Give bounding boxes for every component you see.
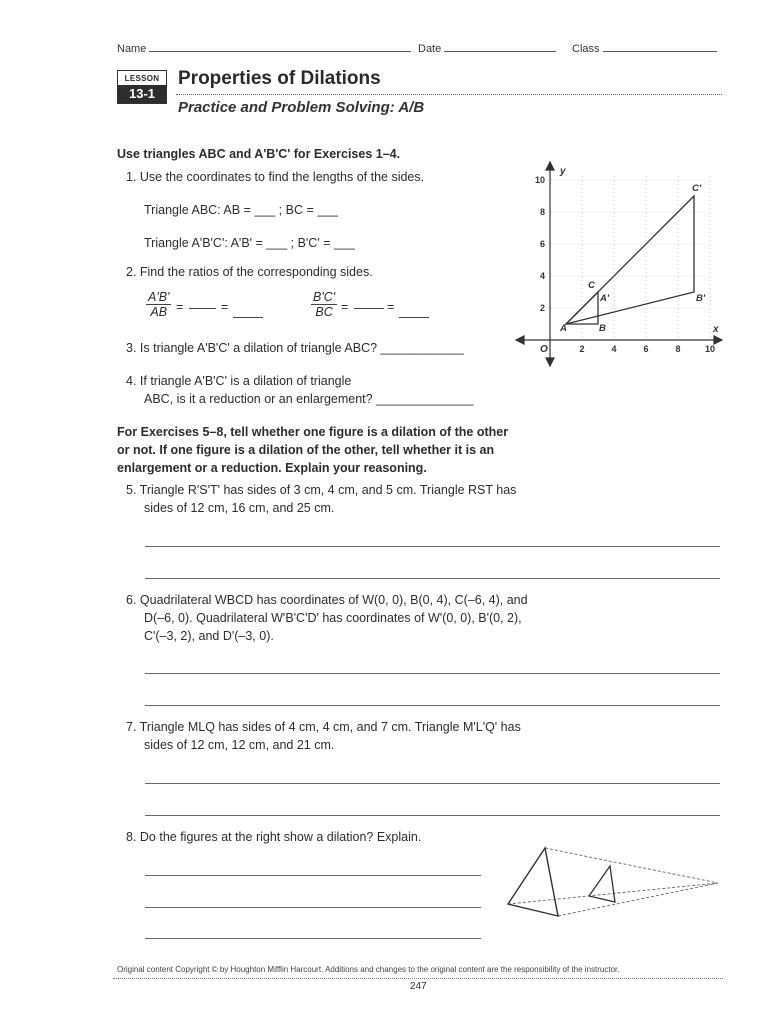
- ratio-2-equals-a: =: [341, 300, 349, 314]
- x-tick-8: 8: [675, 344, 681, 354]
- y-axis-label: y: [560, 166, 566, 177]
- exercise-5-line-2: sides of 12 cm, 16 cm, and 25 cm.: [144, 501, 335, 515]
- page-subtitle: Practice and Problem Solving: A/B: [178, 99, 425, 116]
- exercise-8-answer-line-2[interactable]: [145, 907, 481, 908]
- date-field[interactable]: [444, 39, 556, 52]
- exercise-6-answer-line-1[interactable]: [145, 673, 720, 674]
- page-title: Properties of Dilations: [178, 68, 381, 89]
- ratio-1-answer-blank[interactable]: [233, 317, 263, 318]
- ratio-2-blank-fraction[interactable]: [354, 308, 384, 309]
- exercise-6-line-2: D(–6, 0). Quadrilateral W'B'C'D' has coordinates of W'(0, 0), B'(0, 2),: [144, 611, 522, 625]
- class-label: Class: [572, 43, 600, 55]
- exercise-3-text: 3. Is triangle A'B'C' a dilation of triangle ABC? ____________: [126, 341, 464, 355]
- x-tick-2: 2: [579, 344, 585, 354]
- exercise-5-answer-line-1[interactable]: [145, 546, 720, 547]
- vertex-b-prime-label: B': [696, 293, 706, 304]
- x-axis-label: x: [713, 324, 719, 335]
- projection-lines: [508, 848, 718, 916]
- section2-intro-line-2: or not. If one figure is a dilation of the other, tell whether it is an: [117, 443, 495, 457]
- ratio-2-denominator: BC: [315, 305, 333, 319]
- exercise-5-answer-line-2[interactable]: [145, 578, 720, 579]
- exercise-8-answer-line-1[interactable]: [145, 875, 481, 876]
- x-tick-4: 4: [611, 344, 617, 354]
- ratio-2-numerator: B'C': [313, 290, 336, 304]
- section2-intro-line-3: enlargement or a reduction. Explain your reasoning.: [117, 461, 427, 475]
- copyright-notice: Original content Copyright © by Houghton Mifflin Harcourt. Additions and changes to the original content are the responsibility of the instructor.: [117, 965, 620, 974]
- y-tick-4: 4: [539, 271, 545, 281]
- ratio-1-equals-a: =: [176, 300, 184, 314]
- vertex-b-label: B: [599, 323, 606, 334]
- ratio-2-answer-blank[interactable]: [399, 317, 429, 318]
- exercise-7-answer-line-1[interactable]: [145, 783, 720, 784]
- date-label: Date: [418, 43, 442, 55]
- exercise-6-line-1: 6. Quadrilateral WBCD has coordinates of W(0, 0), B(0, 4), C(–6, 4), and: [126, 593, 528, 607]
- exercise-8-answer-line-3[interactable]: [145, 938, 481, 939]
- coordinate-graph: [510, 160, 730, 370]
- class-field[interactable]: [603, 39, 717, 52]
- y-tick-6: 6: [539, 239, 545, 249]
- exercise-1-line-abc-prime: Triangle A'B'C': A'B' = ___ ; B'C' = ___: [144, 236, 355, 250]
- name-label-group: [117, 39, 411, 55]
- ratio-1-equals-b: =: [221, 300, 229, 314]
- exercise-7-line-2: sides of 12 cm, 12 cm, and 21 cm.: [144, 738, 335, 752]
- class-label-group: [572, 39, 717, 55]
- exercise-2-text: 2. Find the ratios of the corresponding sides.: [126, 265, 373, 279]
- lesson-number: 13-1: [118, 85, 166, 103]
- x-tick-10: 10: [704, 344, 716, 354]
- small-triangle: [589, 866, 615, 902]
- name-field[interactable]: [149, 39, 411, 52]
- vertex-a-label: A: [560, 323, 567, 334]
- ratio-1-blank-fraction[interactable]: [189, 308, 216, 309]
- title-divider: [176, 94, 722, 95]
- exercise-6-line-3: C'(–3, 2), and D'(–3, 0).: [144, 629, 274, 643]
- exercise-7-line-1: 7. Triangle MLQ has sides of 4 cm, 4 cm, and 7 cm. Triangle M'L'Q' has: [126, 720, 521, 734]
- exercise-4-line-1: 4. If triangle A'B'C' is a dilation of triangle: [126, 374, 352, 388]
- origin-label: O: [540, 344, 548, 355]
- dilation-figure: [500, 838, 725, 938]
- exercise-5-line-1: 5. Triangle R'S'T' has sides of 3 cm, 4 cm, and 5 cm. Triangle RST has: [126, 483, 517, 497]
- vertex-c-label: C: [588, 280, 595, 291]
- x-tick-labels: [579, 344, 715, 354]
- large-triangle: [508, 848, 558, 916]
- vertex-c-prime-label: C': [692, 183, 702, 194]
- exercise-1-line-abc: Triangle ABC: AB = ___ ; BC = ___: [144, 203, 339, 217]
- ratio-2-fraction: [311, 290, 337, 319]
- exercise-4-line-2: ABC, is it a reduction or an enlargement? ______________: [144, 392, 474, 406]
- ratio-1-denominator: AB: [150, 305, 168, 319]
- ratio-2-equals-b: =: [387, 300, 395, 314]
- y-tick-8: 8: [539, 207, 545, 217]
- section1-intro: Use triangles ABC and A'B'C' for Exercises 1–4.: [117, 147, 401, 161]
- exercise-7-answer-line-2[interactable]: [145, 815, 720, 816]
- y-tick-labels: [535, 175, 545, 313]
- ratio-1-numerator: A'B': [148, 290, 170, 304]
- section2-intro-line-1: For Exercises 5–8, tell whether one figure is a dilation of the other: [117, 425, 509, 439]
- y-tick-2: 2: [539, 303, 545, 313]
- lesson-label: LESSON: [124, 74, 160, 83]
- name-label: Name: [117, 43, 147, 55]
- footer-divider: [113, 978, 723, 979]
- triangle-abc-prime: [566, 196, 694, 324]
- y-tick-10: 10: [534, 175, 545, 185]
- date-label-group: [418, 39, 556, 55]
- page-number: 247: [410, 981, 427, 992]
- vertex-a-prime-label: A': [600, 293, 610, 304]
- lesson-badge: [117, 70, 167, 104]
- exercise-1-text: 1. Use the coordinates to find the lengths of the sides.: [126, 170, 425, 184]
- ratio-1-fraction: [146, 290, 171, 319]
- exercise-6-answer-line-2[interactable]: [145, 705, 720, 706]
- exercise-8-text: 8. Do the figures at the right show a dilation? Explain.: [126, 830, 422, 844]
- x-tick-6: 6: [643, 344, 649, 354]
